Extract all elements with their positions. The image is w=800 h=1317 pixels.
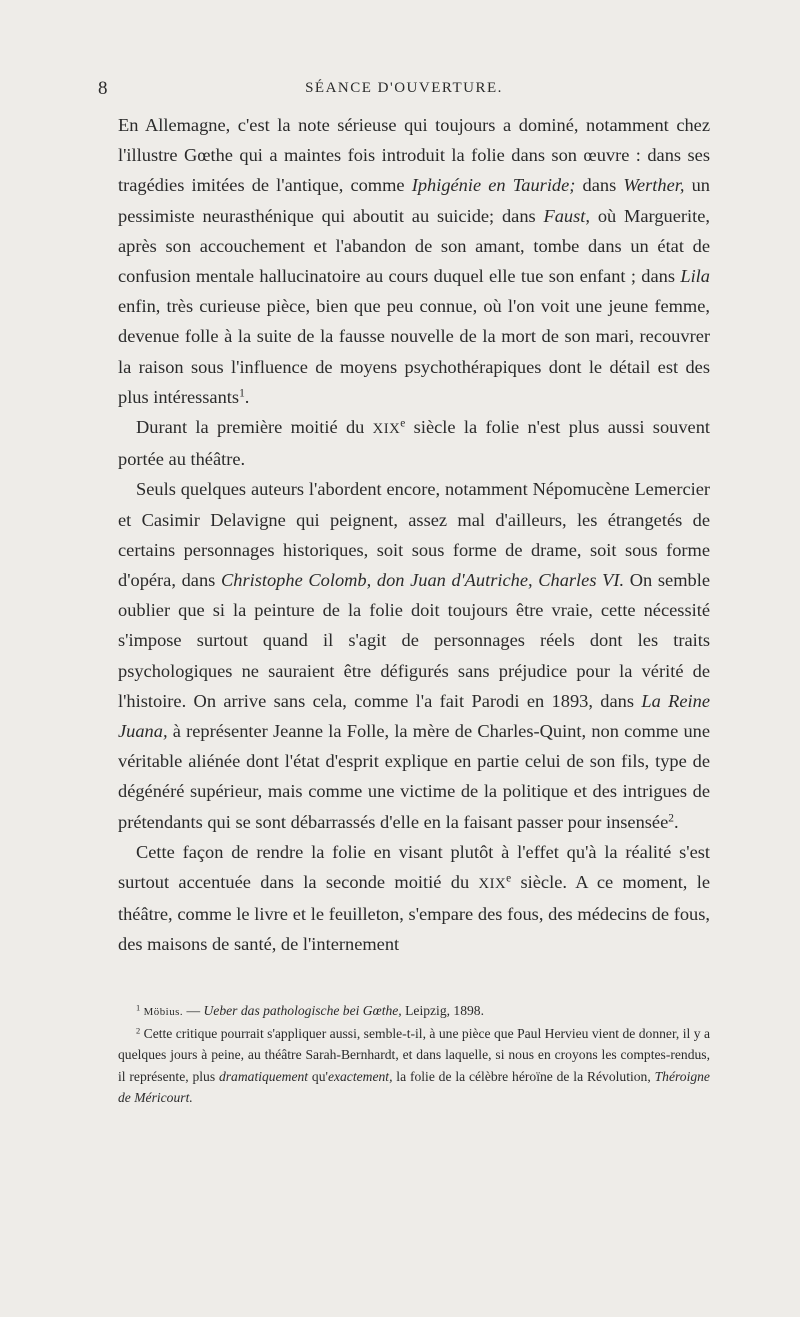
italic-title: Faust, bbox=[543, 205, 590, 226]
footnote-ref: 1 bbox=[239, 387, 245, 400]
text-span: siècle. A ce moment, le théâtre, comme le livre et le feuilleton, s'empare des fous, des médecins de fous, des maisons de santé, de l'internement bbox=[118, 872, 710, 955]
paragraph-3 bbox=[118, 474, 710, 836]
superscript: e bbox=[506, 872, 512, 885]
text-span: Durant la première moitié du bbox=[136, 417, 373, 438]
paragraph-2 bbox=[118, 412, 710, 474]
italic-title: Iphigénie en Tauride; bbox=[411, 175, 576, 196]
text-span: Seuls quelques auteurs l'abordent encore, notamment Népomucène Lemercier et Casimir Delavigne qui peignent, assez mal d'ailleurs, les étrangetés de certains personnages historiques, soit sous forme de drame, soit sous forme d'opéra, dans bbox=[118, 479, 710, 591]
text-span: enfin, très curieuse pièce, bien que peu connue, où l'on voit une jeune femme, devenue folle à la suite de la fausse nouvelle de la mort de son mari, recouvrer la raison sous l'influence de moyens psychothérapiques dont le détail est des plus intéressants bbox=[118, 296, 710, 407]
text-span: — bbox=[183, 1003, 204, 1018]
text-span: En Allemagne, c'est la note sérieuse qui toujours a dominé, notamment chez l'illustre Gœthe qui a maintes fois introduit la folie dans son œuvre : dans ses tragédies imitées de l'antique, comme bbox=[118, 115, 710, 196]
italic-title: Christophe Colomb, don Juan d'Autriche, Charles VI. bbox=[220, 570, 625, 591]
superscript: e bbox=[400, 417, 406, 430]
century-numeral: XIX bbox=[372, 421, 401, 438]
paragraph-1 bbox=[118, 110, 710, 412]
page-header bbox=[98, 78, 710, 102]
text-span: Cette façon de rendre la folie en visant plutôt à l'effet qu'à la réalité s'est surtout accentuée dans la seconde moitié du bbox=[118, 841, 710, 893]
footnote-ref: 2 bbox=[668, 812, 674, 825]
text-span: Cette critique pourrait s'appliquer aussi, semble-t-il, à une pièce que Paul Hervieu vient de donner, il y a quelques jours à peine, au théâtre Sarah-Bernhardt, et dans laquelle, si nous en croyons les comptes-rendus, il représente, plus bbox=[118, 1026, 710, 1084]
paragraph-4 bbox=[118, 837, 710, 960]
italic-word: dramatiquement bbox=[218, 1068, 309, 1084]
text-span: qu' bbox=[308, 1068, 328, 1084]
footnote-number: 1 bbox=[136, 1002, 141, 1013]
text-span: . bbox=[244, 386, 250, 407]
century-numeral: XIX bbox=[478, 876, 507, 893]
text-span: . bbox=[673, 811, 679, 832]
footnotes bbox=[118, 1000, 710, 1108]
italic-title: Théroigne de Méricourt. bbox=[118, 1068, 710, 1105]
footnote-author: Möbius. bbox=[143, 1006, 184, 1018]
text-span: où Marguerite, après son accouchement et l'abandon de son amant, tombe dans un état de confusion mentale hallucinatoire au cours duquel elle tue son enfant ; dans bbox=[118, 205, 710, 287]
text-span: Leipzig, 1898. bbox=[401, 1003, 485, 1018]
text-span: siècle la folie n'est plus aussi souvent portée au théâtre. bbox=[118, 417, 710, 470]
italic-word: exactement, bbox=[327, 1068, 393, 1084]
text-span: On semble oublier que si la peinture de la folie doit toujours être vraie, cette nécessité s'impose surtout quand il s'agit de personnages réels dont les traits psychologiques ne sauraient être défigurés sans préjudice pour la vérité de l'histoire. On arrive sans cela, comme l'a fait Parodi en 1893, dans bbox=[118, 570, 710, 711]
italic-title: La Reine Juana, bbox=[118, 690, 711, 742]
footnote-2 bbox=[118, 1023, 710, 1108]
body-text bbox=[118, 110, 710, 960]
italic-title: Lila bbox=[680, 266, 710, 287]
running-head: SÉANCE D'OUVERTURE. bbox=[305, 80, 503, 96]
text-span: à représenter Jeanne la Folle, la mère de Charles-Quint, non comme une véritable aliénée dont l'état d'esprit explique en partie celui de son fils, type de dégénéré supérieur, mais comme une victime de la politique et des intrigues de prétendants qui se sont débarrassés d'elle en la faisant passer pour insensée bbox=[118, 721, 710, 832]
text-span: dans bbox=[575, 175, 624, 196]
text-span: un pessimiste neurasthénique qui aboutit au suicide; dans bbox=[118, 175, 711, 226]
footnote-number: 2 bbox=[136, 1025, 141, 1036]
page-number: 8 bbox=[98, 78, 108, 99]
footnote-1 bbox=[118, 1000, 710, 1023]
text-span: la folie de la célèbre héroïne de la Révolution, bbox=[392, 1068, 655, 1084]
italic-title: Werther, bbox=[623, 175, 685, 196]
italic-title: Ueber das pathologische bei Gœthe, bbox=[203, 1003, 402, 1018]
